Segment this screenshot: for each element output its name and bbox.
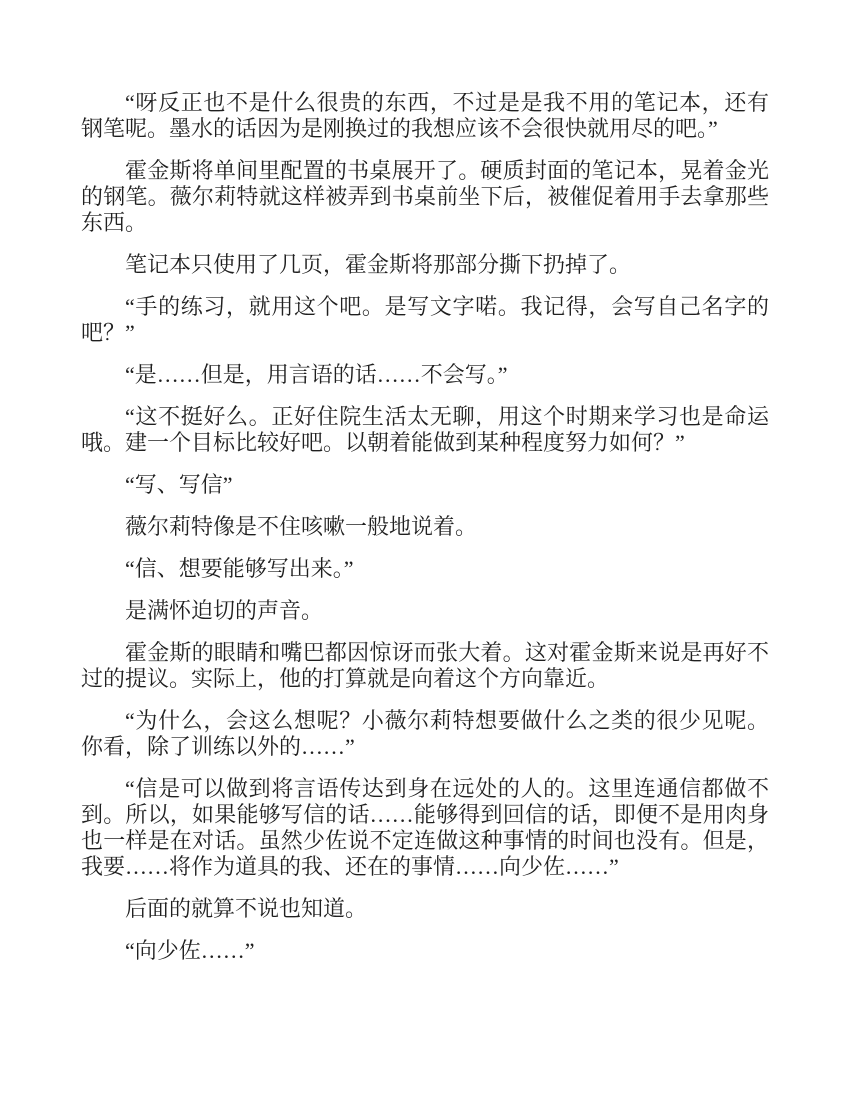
- paragraph: 霍金斯将单间里配置的书桌展开了。硬质封面的笔记本，晃着金光的钢笔。薇尔莉特就这样被弄到书桌前坐下后，被催促着用手去拿那些东西。: [81, 158, 769, 235]
- paragraph: “呀反正也不是什么很贵的东西，不过是是我不用的笔记本，还有钢笔呢。墨水的话因为是刚换过的我想应该不会很快就用尽的吧。”: [81, 90, 769, 141]
- paragraph: “是……但是，用言语的话……不会写。”: [125, 362, 508, 387]
- paragraph: “这不挺好么。正好住院生活太无聊，用这个时期来学习也是命运哦。建一个目标比较好吧。以朝着能做到某种程度努力如何？”: [81, 404, 769, 455]
- paragraph: “为什么，会这么想呢？小薇尔莉特想要做什么之类的很少见呢。你看，除了训练以外的……”: [81, 708, 769, 759]
- paragraph: “手的练习，就用这个吧。是写文字喏。我记得，会写自己名字的吧？”: [81, 294, 769, 345]
- paragraph: 薇尔莉特像是不住咳嗽一般地说着。: [125, 514, 478, 539]
- paragraph: 笔记本只使用了几页，霍金斯将那部分撕下扔掉了。: [125, 252, 632, 277]
- paragraph: “信、想要能够写出来。”: [125, 556, 354, 581]
- paragraph: “写、写信”: [125, 472, 233, 497]
- paragraph: “信是可以做到将言语传达到身在远处的人的。这里连通信都做不到。所以，如果能够写信的话……能够得到回信的话，即便不是用肉身也一样是在对话。虽然少佐说不定连做这种事情的时间也没有。但是，我要……将作为道具的我、还在的事情……向少佐……”: [81, 776, 769, 879]
- paragraph: “向少佐……”: [125, 938, 255, 963]
- paragraph: 后面的就算不说也知道。: [125, 896, 368, 921]
- paragraph: 是满怀迫切的声音。: [125, 598, 324, 623]
- paragraph: 霍金斯的眼睛和嘴巴都因惊讶而张大着。这对霍金斯来说是再好不过的提议。实际上，他的打算就是向着这个方向靠近。: [81, 640, 769, 691]
